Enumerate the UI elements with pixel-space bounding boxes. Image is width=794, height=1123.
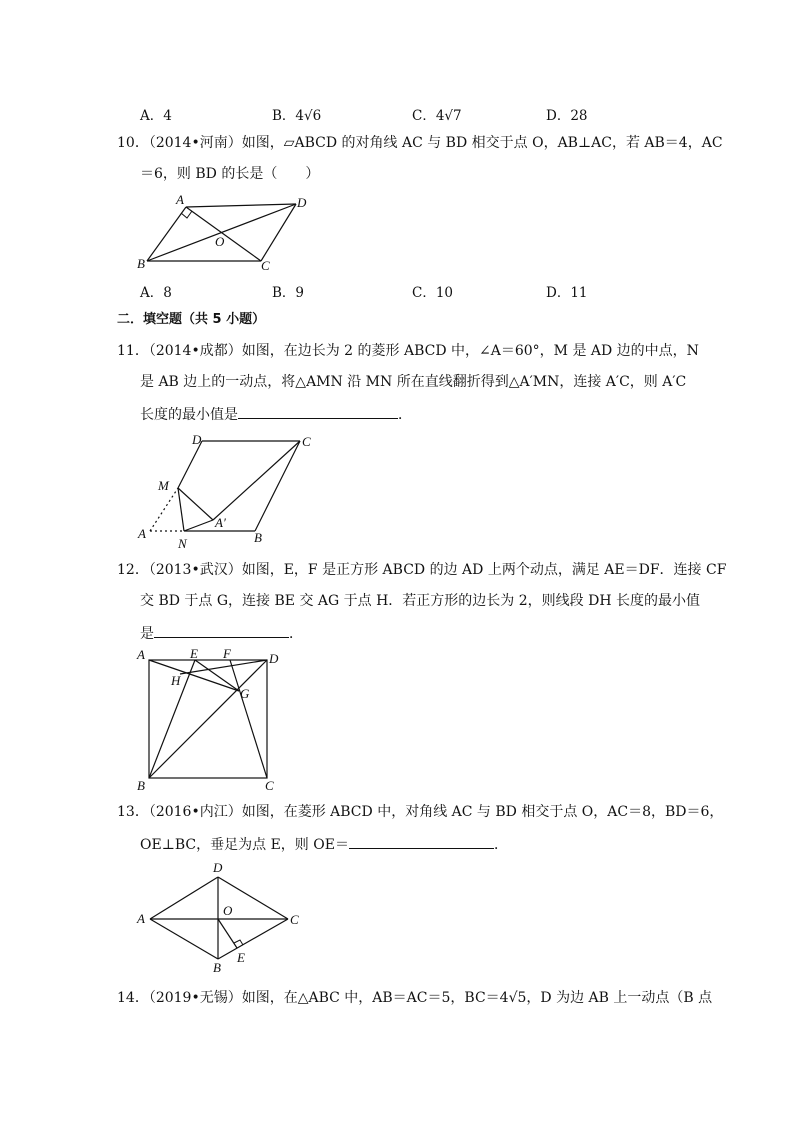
- q13-label-o: O: [223, 903, 233, 918]
- q13-label-c: C: [290, 912, 299, 927]
- q12-text-line3: [140, 623, 303, 643]
- q10-text-line1: 10．（2014•河南）如图，▱ABCD 的对角线 AC 与 BD 相交于点 O，AB⊥AC，若 AB＝4，AC: [117, 135, 723, 151]
- q12-square-figure: [135, 647, 285, 792]
- q13-answer-blank[interactable]: [349, 834, 494, 849]
- q10-option-c: C．10: [412, 285, 454, 301]
- q10-label-d: D: [297, 195, 307, 210]
- q10-parallelogram-figure: [130, 192, 310, 272]
- q10-label-a: A: [176, 192, 184, 207]
- q12-label-e: E: [190, 646, 198, 661]
- q11-side-cb: [255, 441, 300, 531]
- q12-segment-dh: [180, 660, 267, 674]
- section-2-title: 二．填空题（共 5 小题）: [117, 312, 266, 327]
- q13-side-ba: [150, 919, 218, 959]
- q13-right-angle-mark: [234, 940, 243, 945]
- q11-dashed-am: [150, 488, 178, 531]
- q10-option-d: D．11: [546, 285, 588, 301]
- q11-label-a-prime: A′: [215, 515, 226, 530]
- q10-text-line2: ＝6，则 BD 的长是（ ）: [140, 166, 320, 182]
- q12-segment-eg: [195, 660, 239, 691]
- q10-option-a: A．8: [140, 285, 172, 301]
- q12-label-h: H: [171, 673, 181, 688]
- q12-text-line2: 交 BD 于点 G，连接 BE 交 AG 于点 H．若正方形的边长为 2，则线段 DH 长度的最小值: [140, 593, 700, 609]
- q13-label-b: B: [213, 960, 221, 975]
- q10-label-b: B: [137, 256, 145, 271]
- q11-text-line1: 11．（2014•成都）如图，在边长为 2 的菱形 ABCD 中，∠A＝60°，M 是 AD 边的中点，N: [117, 343, 699, 359]
- q13-side-cb: [218, 919, 288, 959]
- q12-label-b: B: [137, 778, 145, 793]
- q9-option-a: A．4: [140, 108, 172, 124]
- q10-diagonal-bd: [147, 204, 296, 261]
- q13-segment-oe: [218, 919, 237, 948]
- q13-period: ．: [493, 837, 508, 853]
- q11-segment-ma2: [178, 488, 213, 520]
- q12-label-a: A: [137, 647, 145, 662]
- q11-segment-a2c: [213, 441, 300, 520]
- q13-side-ad: [150, 877, 218, 919]
- q13-label-a: A: [137, 911, 145, 926]
- q12-prompt: 是: [140, 626, 154, 642]
- q12-label-d: D: [269, 651, 279, 666]
- q11-prompt: 长度的最小值是: [140, 407, 238, 423]
- q11-rhombus-figure: [136, 432, 326, 551]
- q13-rhombus-figure: [133, 858, 313, 973]
- q10-side-cd: [261, 204, 296, 261]
- q12-label-f: F: [223, 646, 231, 661]
- q10-option-b: B．9: [272, 285, 305, 301]
- q12-period: ．: [289, 626, 303, 642]
- q14-text-line1: 14．（2019•无锡）如图，在△ABC 中，AB＝AC＝5，BC＝4√5，D 为边 AB 上一动点（B 点: [117, 990, 713, 1006]
- q10-side-ad: [186, 204, 296, 207]
- q9-option-d: D．28: [546, 108, 588, 124]
- q11-answer-blank[interactable]: [238, 404, 398, 419]
- q12-label-g: G: [240, 686, 250, 701]
- q11-label-b: B: [254, 530, 262, 545]
- q11-side-dm: [178, 441, 202, 488]
- q10-label-o: O: [215, 234, 225, 249]
- q11-segment-mn: [178, 488, 184, 531]
- q9-option-b: B．4√6: [272, 108, 322, 124]
- q12-text-line1: 12．（2013•武汉）如图，E，F 是正方形 ABCD 的边 AD 上两个动点，满足 AE＝DF．连接 CF: [117, 562, 727, 578]
- q13-text-line2: [140, 834, 508, 854]
- q11-period: ．: [398, 407, 412, 423]
- q12-label-c: C: [265, 778, 274, 793]
- q13-label-e: E: [237, 950, 245, 965]
- q13-prompt: OE⊥BC，垂足为点 E，则 OE＝: [140, 837, 349, 853]
- q11-label-c: C: [302, 434, 311, 449]
- q13-label-d: D: [213, 860, 223, 875]
- q11-text-line3: [140, 404, 412, 424]
- q9-option-c: C．4√7: [412, 108, 462, 124]
- q12-segment-ag: [149, 660, 239, 691]
- q13-text-line1: 13．（2016•内江）如图，在菱形 ABCD 中，对角线 AC 与 BD 相交于点 O，AC＝8，BD＝6，: [117, 804, 724, 820]
- q11-text-line2: 是 AB 边上的一动点，将△AMN 沿 MN 所在直线翻折得到△A′MN，连接 A′C，则 A′C: [140, 374, 687, 390]
- q11-label-a: A: [138, 526, 146, 541]
- q10-label-c: C: [261, 258, 270, 273]
- q12-diagonal-bd: [149, 660, 267, 778]
- q11-label-m: M: [158, 478, 169, 493]
- q11-label-d: D: [192, 432, 202, 447]
- q12-answer-blank[interactable]: [154, 623, 289, 638]
- q11-segment-na2: [184, 520, 213, 531]
- q11-label-n: N: [178, 536, 187, 551]
